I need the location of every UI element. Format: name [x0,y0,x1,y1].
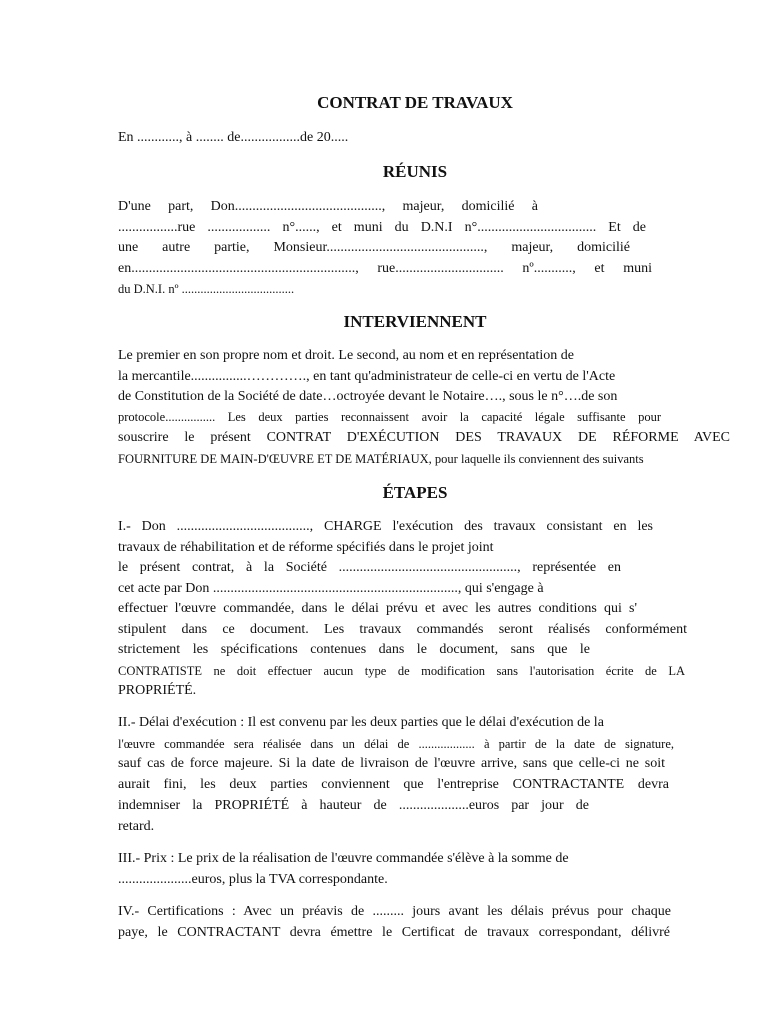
reunis-line: une autre partie, Monsieur............................................., majeur, domicilié [118,240,630,255]
reunis-line: en................................................................, rue............................... nº..........., et muni [118,261,652,276]
document-title: CONTRAT DE TRAVAUX [317,93,513,112]
clause-line: retard. [118,819,155,834]
interviennent-line: FOURNITURE DE MAIN-D'ŒUVRE ET DE MATÉRIAUX, pour laquelle ils conviennent des suivants [118,452,644,466]
clause-line: CONTRATISTE ne doit effectuer aucun type de modification sans l'autorisation écrite de LA [118,664,685,678]
section-heading-interviennent: INTERVIENNENT [343,312,487,331]
clause-line: travaux de réhabilitation et de réforme spécifiés dans le projet joint [118,540,494,555]
reunis-line: .................rue .................. n°......, et muni du D.N.I n°.................................. Et de [118,220,646,235]
interviennent-line: Le premier en son propre nom et droit. Le second, au nom et en représentation de [118,348,575,363]
interviennent-line: la mercantile................…………., en tant qu'administrateur de celle-ci en vertu de l'Acte [118,369,616,384]
interviennent-line: souscrire le présent CONTRAT D'EXÉCUTION DES TRAVAUX DE RÉFORME AVEC [118,430,730,445]
clause-line: aurait fini, les deux parties conviennent que l'entreprise CONTRACTANTE devra [118,777,669,792]
clause-line: PROPRIÉTÉ. [118,683,197,698]
clause-line: II.- Délai d'exécution : Il est convenu par les deux parties que le délai d'exécution de la [118,715,604,730]
reunis-line: D'une part, Don.........................................., majeur, domicilié à [118,199,538,214]
section-heading-reunis: RÉUNIS [382,162,448,181]
clause-line: .....................euros, plus la TVA correspondante. [118,872,388,887]
interviennent-line: de Constitution de la Société de date…octroyée devant le Notaire…., sous le n°….de son [118,389,618,404]
clause-line: indemniser la PROPRIÉTÉ à hauteur de ....................euros par jour de [118,798,589,813]
clause-line: III.- Prix : Le prix de la réalisation de l'œuvre commandée s'élève à la somme de [118,851,569,866]
clause-line: strictement les spécifications contenues dans le document, sans que le [118,642,590,657]
clause-line: I.- Don ......................................, CHARGE l'exécution des travaux consistant en les [118,519,653,534]
clause-line: l'œuvre commandée sera réalisée dans un délai de .................. à partir de la date de signature, [118,737,674,751]
date-line: En ............, à ........ de.................de 20..... [118,130,349,145]
clause-line: stipulent dans ce document. Les travaux commandés seront réalisés conformément [118,622,687,637]
clause-line: cet acte par Don ......................................................................, qui s'engage à [118,581,544,596]
clause-line: IV.- Certifications : Avec un préavis de ......... jours avant les délais prévus pour chaque [118,904,671,919]
clause-line: sauf cas de force majeure. Si la date de livraison de l'œuvre arrive, sans que celle-ci ne soit [118,756,665,771]
clause-line: paye, le CONTRACTANT devra émettre le Certificat de travaux correspondant, délivré [118,925,670,940]
clause-line: le présent contrat, à la Société ..................................................., représentée en [118,560,621,575]
interviennent-line: protocole................ Les deux parties reconnaissent avoir la capacité légale suffisante pour [118,410,661,424]
section-heading-etapes: ÉTAPES [382,483,448,502]
clause-line: effectuer l'œuvre commandée, dans le délai prévu et avec les autres conditions qui s' [118,601,637,616]
reunis-line: du D.N.I. nº .................................... [118,282,295,296]
